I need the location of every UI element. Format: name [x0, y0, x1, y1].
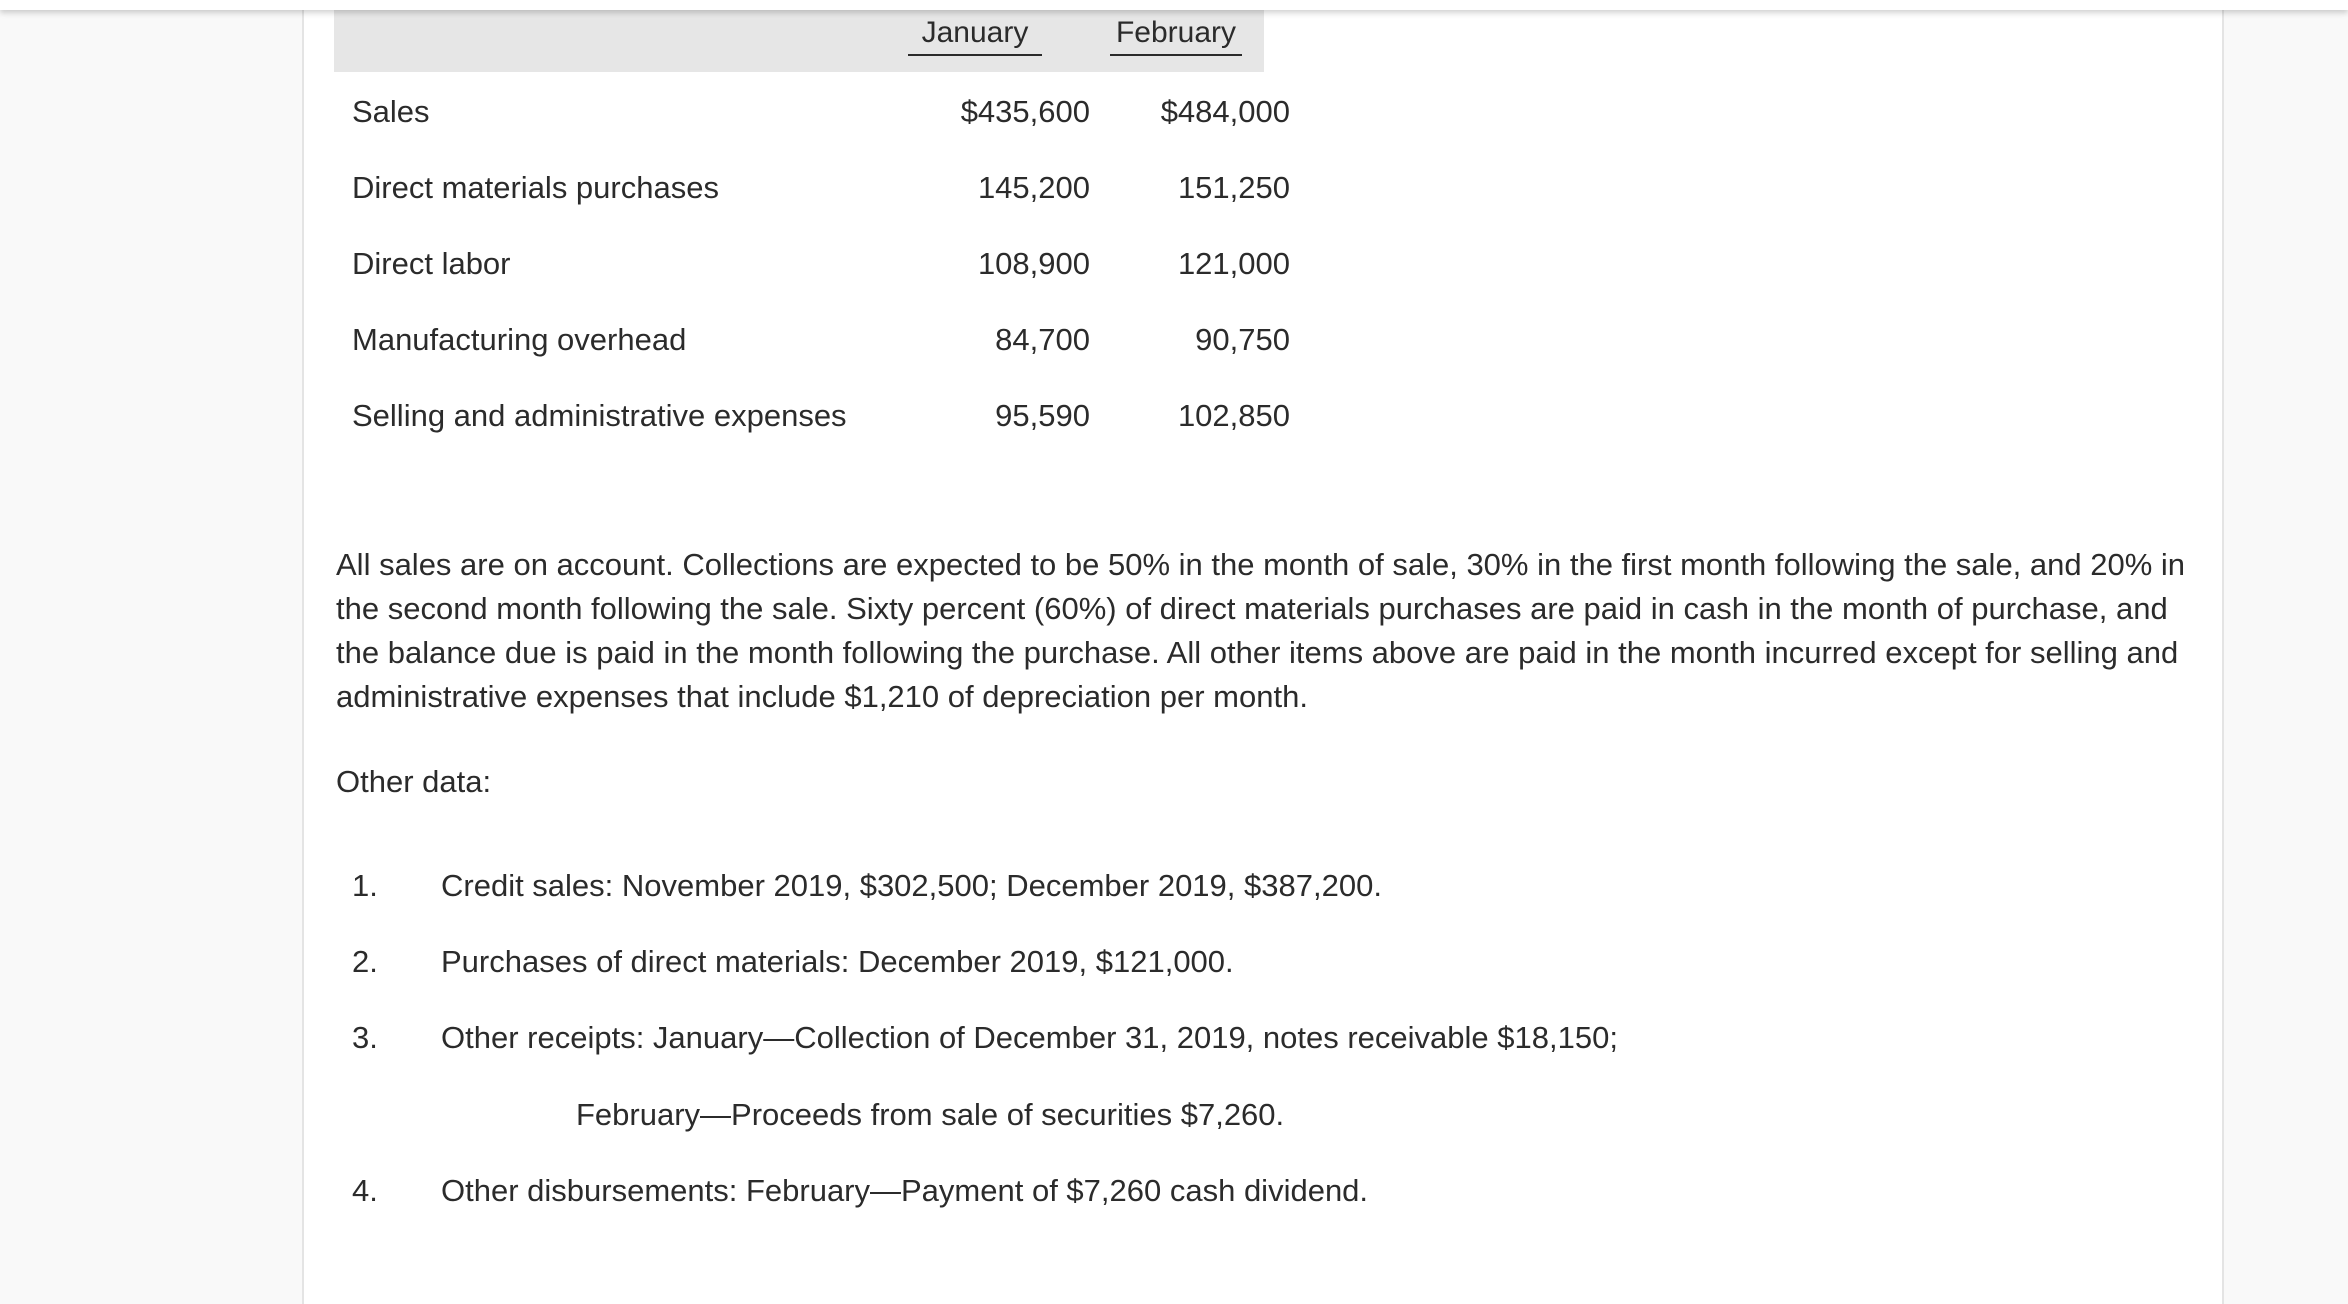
row-label: Selling and administrative expenses [352, 398, 847, 433]
top-bar [0, 0, 2348, 10]
cell-january: $435,600 [960, 94, 1090, 129]
cell-february: 121,000 [1177, 246, 1290, 281]
row-label: Direct materials purchases [352, 170, 719, 205]
cell-january: 108,900 [977, 246, 1090, 281]
list-number: 4. [352, 1173, 378, 1208]
list-text: Other receipts: January—Collection of December 31, 2019, notes receivable $18,150; [441, 1020, 1618, 1055]
list-text: Credit sales: November 2019, $302,500; December 2019, $387,200. [441, 868, 1382, 903]
row-label: Direct labor [352, 246, 511, 281]
cell-february: 151,250 [1177, 170, 1290, 205]
cell-january: 84,700 [995, 322, 1090, 357]
list-number: 3. [352, 1020, 378, 1055]
cell-february: $484,000 [1160, 94, 1290, 129]
list-number: 2. [352, 944, 378, 979]
cell-february: 90,750 [1195, 322, 1290, 357]
description-paragraph: All sales are on account. Collections are expected to be 50% in the month of sale, 30% in the first month following the sale, and 20% in the second month following the sale. Sixty percent (60%) of direct materials purchases are paid in cash in the month of purchase, and the balance due is paid in the month following the purchase. All other items above are paid in the month incurred except for selling and administrative expenses that include $1,210 of depreciation per month. [336, 547, 2186, 714]
cell-january: 95,590 [995, 398, 1090, 433]
column-header-february: February [1110, 16, 1242, 56]
row-label: Manufacturing overhead [352, 322, 687, 357]
document-page [302, 0, 2224, 1304]
list-text-continuation: February—Proceeds from sale of securities $7,260. [576, 1097, 1285, 1132]
column-header-january: January [908, 16, 1042, 56]
other-data-heading: Other data: [336, 764, 492, 799]
cell-january: 145,200 [977, 170, 1090, 205]
list-text: Other disbursements: February—Payment of $7,260 cash dividend. [441, 1173, 1369, 1208]
row-label: Sales [352, 94, 430, 129]
cell-february: 102,850 [1177, 398, 1290, 433]
list-text: Purchases of direct materials: December 2019, $121,000. [441, 944, 1234, 979]
list-number: 1. [352, 868, 378, 903]
